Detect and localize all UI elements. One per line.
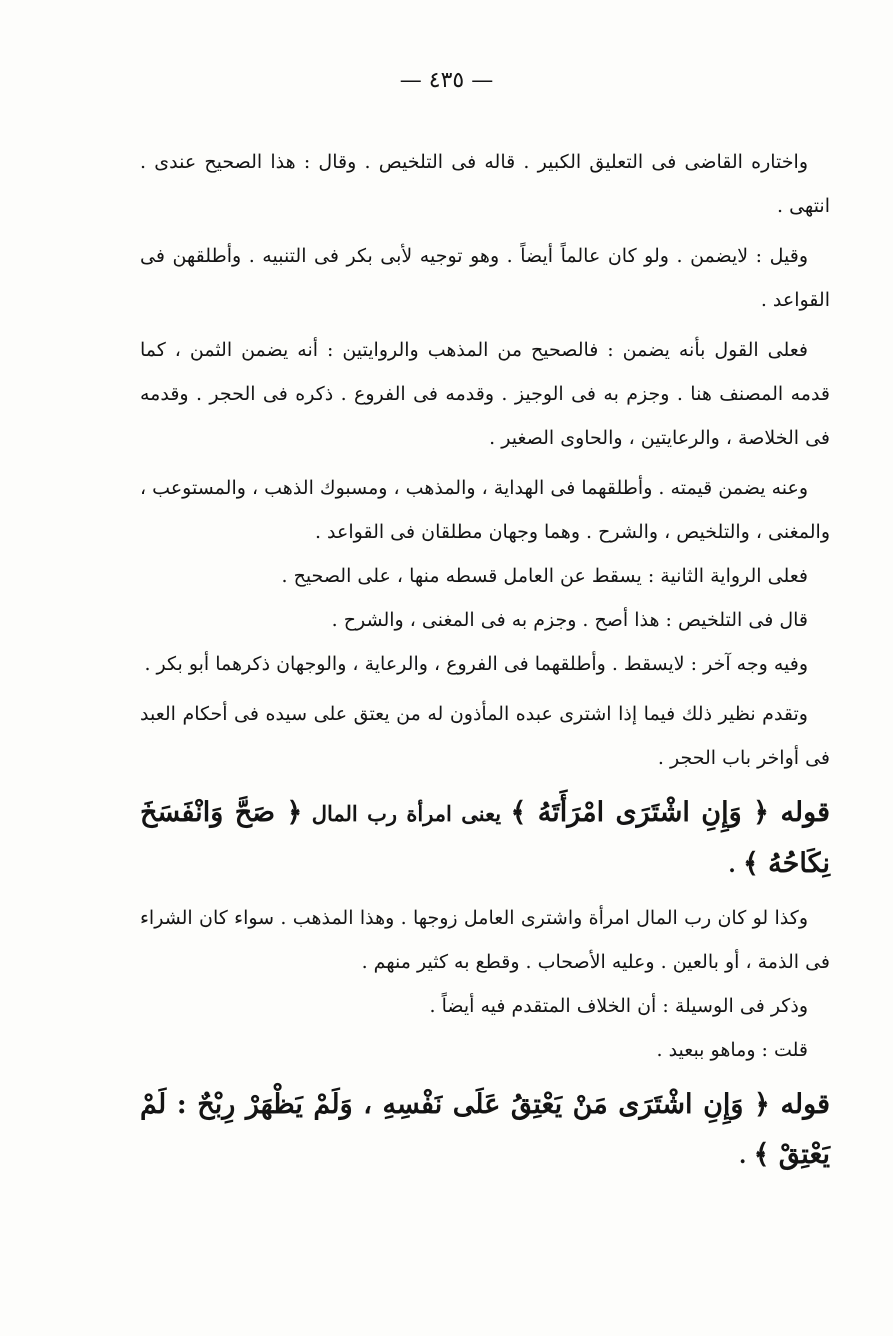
- paragraph: وذكر فى الوسيلة : أن الخلاف المتقدم فيه أيضاً .: [429, 995, 808, 1017]
- matn-quote: ﴿ وَإِنِ اشْتَرَى امْرَأَتَهُ ﴾: [510, 797, 769, 828]
- page-number: — ٤٣٥ —: [399, 68, 494, 93]
- paragraph: قال فى التلخيص : هذا أصح . وجزم به فى المغنى ، والشرح .: [331, 609, 808, 631]
- paragraph: وفيه وجه آخر : لايسقط . وأطلقهما فى الفروع ، والرعاية ، والوجهان ذكرهما أبو بكر .: [144, 653, 808, 675]
- paragraph: فعلى القول بأنه يضمن : فالصحيح من المذهب والروايتين : أنه يضمن الثمن ، كما قدمه المصنف هنا . وجزم به فى الوجيز . وقدمه فى الفروع . ذكره فى الحجر . وقدمه فى الخلاصة ، والرعايتين ، والحاوى الصغير .: [140, 339, 830, 449]
- paragraph: واختاره القاضى فى التعليق الكبير . قاله فى التلخيص . وقال : هذا الصحيح عندى . انتهى .: [140, 151, 830, 217]
- matn-end: .: [738, 1143, 754, 1168]
- main-text: [140, 140, 830, 1185]
- paragraph: وكذا لو كان رب المال امرأة واشترى العامل زوجها . وهذا المذهب . سواء كان الشراء فى الذمة ، أو بالعين . وعليه الأصحاب . وقطع به كثير منهم .: [140, 907, 830, 973]
- matn-quote: ﴿ صَحَّ وَانْفَسَخَ نِكَاحُهُ ﴾: [140, 797, 830, 879]
- paragraph: فعلى الرواية الثانية : يسقط عن العامل قسطه منها ، على الصحيح .: [281, 565, 808, 587]
- matn-heading: [140, 788, 830, 890]
- qawluh-lead: قوله: [780, 1089, 831, 1120]
- matn-end: .: [728, 852, 743, 877]
- paragraph: وعنه يضمن قيمته . وأطلقهما فى الهداية ، والمذهب ، ومسبوك الذهب ، والمستوعب ، والمغنى ، والتلخيص ، والشرح . وهما وجهان مطلقان فى القواعد .: [140, 477, 830, 543]
- qawluh-lead: قوله: [780, 797, 830, 828]
- paragraph: وتقدم نظير ذلك فيما إذا اشترى عبده المأذون له من يعتق على سيده فى أحكام العبد فى أواخر باب الحجر .: [140, 703, 830, 769]
- matn-comment: يعنى امرأة رب المال: [302, 801, 511, 826]
- paragraph: قلت : وماهو ببعيد .: [656, 1039, 808, 1061]
- paragraph: وقيل : لايضمن . ولو كان عالماً أيضاً . وهو توجيه لأبى بكر فى التنبيه . وأطلقهن فى القواعد .: [140, 245, 830, 311]
- matn-quote: ﴿ وَإِنِ اشْتَرَى مَنْ يَعْتِقُ عَلَى نَفْسِهِ ، وَلَمْ يَظْهَرْ رِبْحٌ : لَمْ يَعْتِقْ ﴾: [140, 1089, 830, 1170]
- matn-heading: [140, 1080, 830, 1181]
